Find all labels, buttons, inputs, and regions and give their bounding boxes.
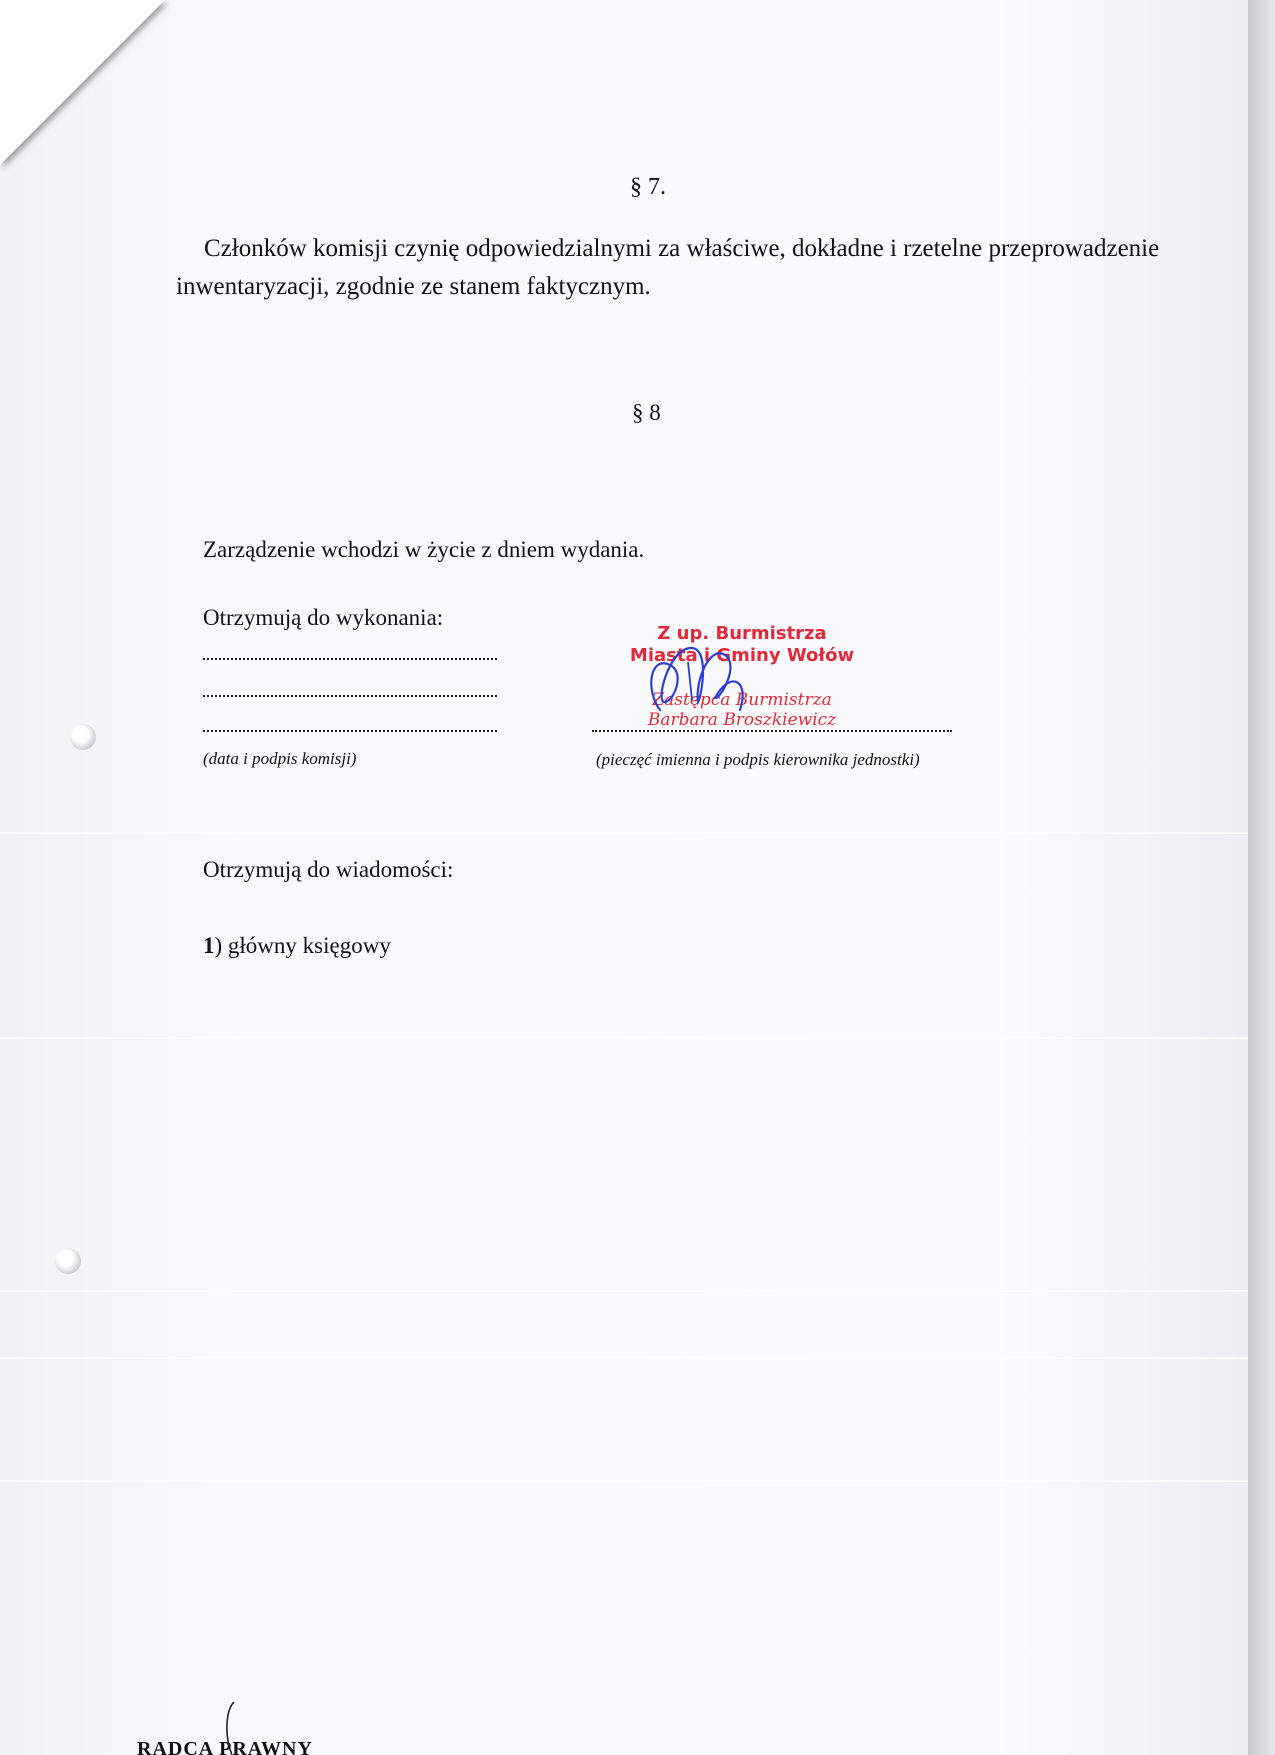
section-7-line-1: Członków komisji czynię odpowiedzialnymi za właściwe, dokładne i rzetelne przeprowadzenie	[204, 235, 1160, 262]
scan-line	[0, 1290, 1248, 1292]
handwritten-signature	[640, 640, 760, 720]
recipient-text: ) główny księgowy	[214, 933, 391, 958]
section-7-text	[176, 230, 1160, 306]
recipients-execution-heading: Otrzymują do wykonania:	[203, 605, 444, 630]
signature-stroke-fragment	[222, 1700, 242, 1755]
section-8-heading: § 8	[632, 400, 661, 425]
scan-line	[0, 832, 1248, 834]
scan-line	[0, 1037, 1248, 1039]
signature-line-1	[203, 658, 497, 660]
effective-date-text: Zarządzenie wchodzi w życie z dniem wydania.	[203, 537, 645, 562]
caption-commission-signature: (data i podpis komisji)	[203, 749, 357, 768]
section-7-heading: § 7.	[630, 174, 666, 200]
punch-hole-top	[70, 724, 96, 750]
punch-hole-bottom	[55, 1248, 81, 1274]
caption-head-signature: (pieczęć imienna i podpis kierownika jednostki)	[596, 750, 920, 769]
stamp-line-2: Miasta i Gminy Wołów	[629, 645, 855, 666]
signature-line-3	[203, 730, 497, 732]
scan-line	[0, 1480, 1248, 1482]
stamp-line-3: Zastępca Burmistrza	[652, 690, 832, 710]
scan-line	[0, 1357, 1248, 1359]
signature-line-2	[203, 695, 497, 697]
folded-corner	[0, 0, 165, 165]
page-edge	[1248, 0, 1275, 1755]
recipients-info-heading: Otrzymują do wiadomości:	[203, 857, 454, 882]
stamp-line-4: Barbara Broszkiewicz	[647, 710, 837, 730]
section-7-line-2: inwentaryzacji, zgodnie ze stanem faktycznym.	[176, 273, 651, 300]
stamp-line-1: Z up. Burmistrza	[657, 623, 827, 644]
legal-advisor-stamp-fragment: RADCA PRAWNY	[137, 1738, 313, 1755]
recipient-item	[203, 933, 391, 959]
recipient-number: 1	[203, 933, 215, 958]
signature-line-head	[592, 730, 952, 732]
